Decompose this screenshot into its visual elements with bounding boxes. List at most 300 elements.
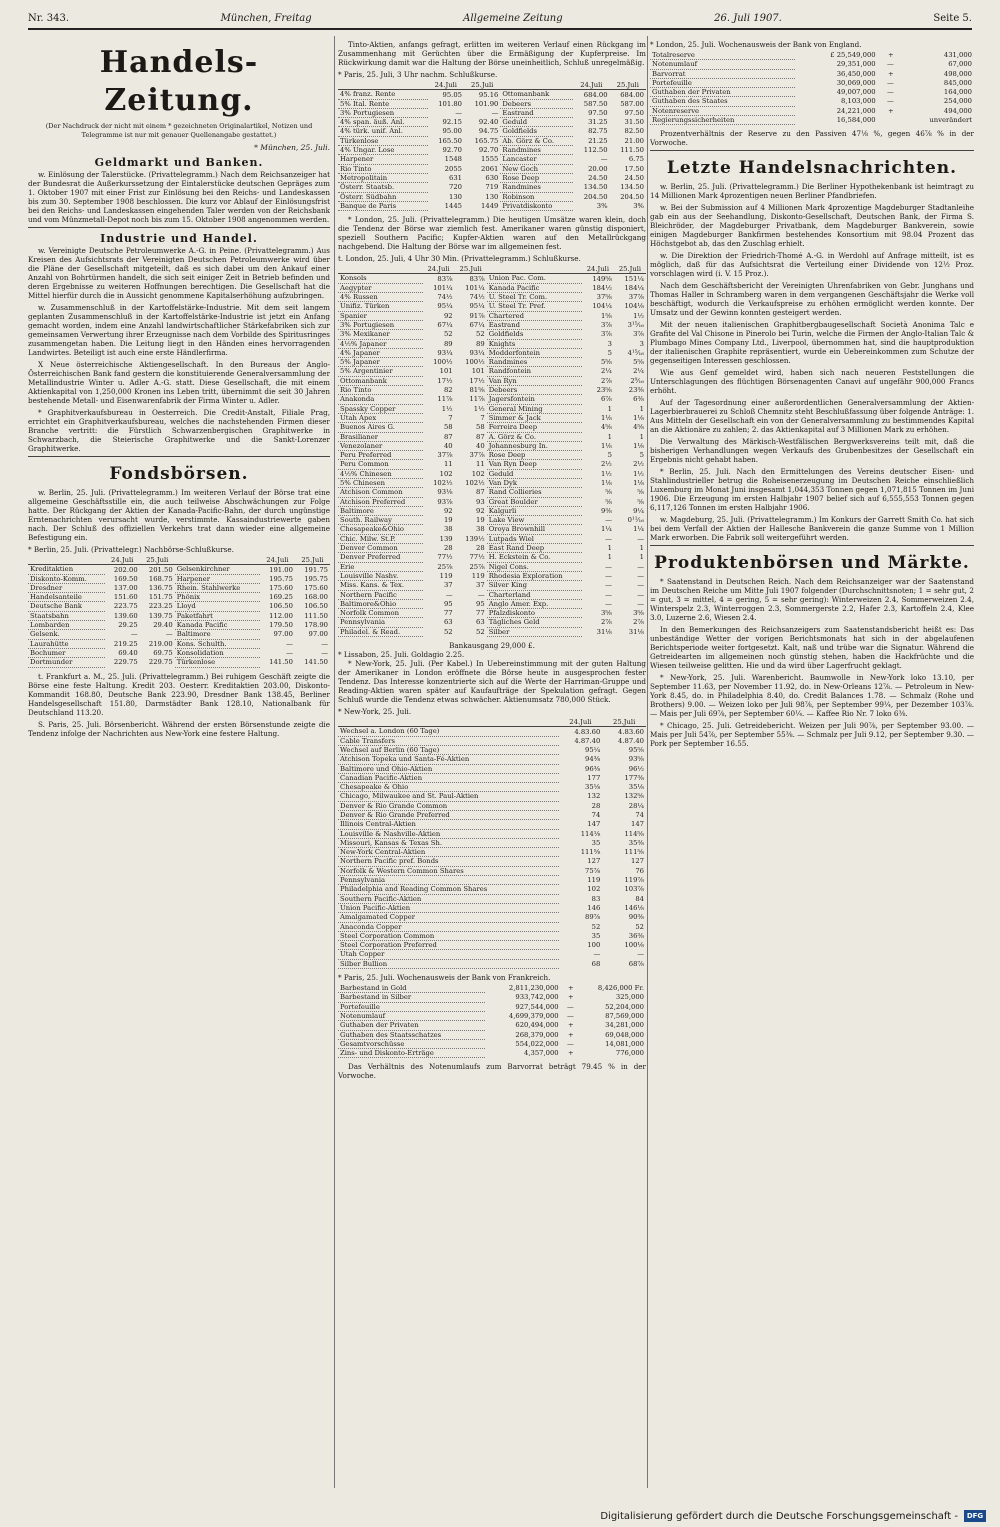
table-row: [338, 941, 646, 950]
table-row: [338, 488, 646, 497]
article-paragraph: In den Bemerkungen des Reichsanzeigers zum Saatenstandsbericht heißt es: Das unbeständige Wetter der vorigen Berichtsmonats hat sich in der abgelaufenen Berichtsperiode weiter fortgesetzt. Kalt, naß und trübe war die Signatur. Während die Getreidearten im allgemeinen noch günstig stehen, haben die Hackfrüchte und die Wiesen teilweise gelitten. Hie und da wird über Lagerfrucht geklagt.: [650, 625, 974, 671]
table-cell: —: [321, 639, 328, 648]
table-row: [338, 376, 646, 385]
table-cell: Denver & Rio Grande Preferred: [338, 811, 559, 820]
article-paragraph: * London, 25. Juli. (Privattelegramm.) Die heutigen Umsätze waren klein, doch die Tendenz der Börse war ziemlich fest. Amerikaner waren günstig disponiert, speziell Southern Pacific; Kupfer-Aktien waren auf den Metallrückgang nachgebend. Die Haltung der Börse war im allgemeinen fest.: [338, 215, 646, 252]
table-cell: 89: [443, 339, 453, 348]
table-row: [338, 1011, 646, 1020]
table-cell: Louisville & Nashville-Aktien: [338, 829, 559, 838]
table-cell: Bochumer: [28, 648, 105, 657]
table-cell: 102½: [433, 478, 453, 487]
table-cell: —: [130, 630, 138, 639]
table-cell: —: [605, 581, 612, 590]
column-header: 24.Juli: [260, 556, 295, 565]
header-date: 26. Juli 1907.: [714, 12, 782, 24]
table-cell: 4.87.40: [618, 736, 644, 745]
table-cell: Harpener: [175, 574, 260, 583]
table-cell: 67,000: [948, 60, 972, 69]
table-cell: 28: [591, 801, 601, 810]
table-cell: 4¹⁵⁄₁₆: [627, 348, 644, 357]
table-cell: Laurahütte: [28, 639, 105, 648]
table-cell: 254,000: [943, 97, 972, 106]
table-cell: 4.83.60: [618, 727, 644, 736]
table-cell: 92: [443, 506, 453, 515]
table-row: [338, 811, 646, 820]
table-cell: 1⅛: [600, 441, 612, 450]
table-row: [28, 583, 330, 592]
table-cell: 147: [631, 820, 644, 829]
table-row: [338, 506, 646, 515]
table-row: [650, 88, 974, 97]
table-row: [28, 593, 330, 602]
table-row: [338, 146, 646, 155]
table-cell: 7: [448, 413, 453, 422]
table-cell: Österr. Staatsb.: [338, 183, 428, 192]
table-cell: +: [888, 69, 894, 78]
table-cell: 1449: [481, 201, 499, 210]
table-cell: Chic. Milw. St.P.: [338, 534, 423, 543]
table-cell: Nigel Cons.: [487, 562, 582, 571]
paper-name: Allgemeine Zeitung: [463, 12, 563, 24]
table-cell: Harpener: [338, 155, 428, 164]
table-cell: Randfontein: [487, 367, 582, 376]
table-cell: Pennsylvania: [338, 618, 423, 627]
table-cell: ⅝: [605, 497, 612, 506]
table-cell: —: [491, 108, 499, 117]
table-cell: 36⅜: [628, 931, 644, 940]
table-cell: Steel Corporation Preferred: [338, 941, 559, 950]
table-cell: Gelsenk.: [28, 630, 105, 639]
table-cell: 151.60: [113, 593, 138, 602]
table-cell: 3⅝: [600, 609, 612, 618]
table-cell: +: [568, 993, 574, 1002]
table-cell: 100⅛: [624, 941, 644, 950]
table-row: [650, 97, 974, 106]
table-cell: 29.25: [118, 621, 138, 630]
table-cell: 106.50: [269, 602, 293, 611]
table-cell: Van Ryn Deep: [487, 460, 582, 469]
table-cell: Lancaster: [500, 155, 573, 164]
table-cell: Rhein. Stahlwerke: [175, 583, 260, 592]
table-cell: 151¼: [624, 274, 644, 283]
table-cell: —: [637, 562, 644, 571]
table-cell: 96½: [628, 764, 644, 773]
table-cell: 3¹⁵⁄₁₆: [627, 320, 644, 329]
table-cell: 139: [439, 534, 453, 543]
table-cell: 204.50: [620, 192, 644, 201]
table-cell: —: [165, 630, 173, 639]
table-cell: —: [566, 1002, 574, 1011]
table-cell: 4,357,000: [524, 1049, 559, 1058]
table-cell: 1½: [441, 404, 453, 413]
table-cell: Utah Apex: [338, 413, 423, 422]
table-cell: 63: [476, 618, 485, 627]
table-cell: 94⅜: [585, 755, 601, 764]
table-cell: 89⅞: [585, 913, 601, 922]
table-cell: 933,742,000: [515, 993, 559, 1002]
table-cell: Rio Tinto: [338, 386, 423, 395]
table-cell: 4.83.60: [574, 727, 601, 736]
table-cell: Baltimore: [175, 630, 260, 639]
table-cell: 139½: [465, 534, 485, 543]
table-row: [650, 78, 974, 87]
subsection-heading: Produktenbörsen und Märkte.: [654, 553, 970, 574]
table-row: [338, 736, 646, 745]
bank-outflow: Bankausgang 29,000 £.: [449, 641, 535, 651]
column-header: 24.Juli: [105, 556, 140, 565]
table-cell: 494,000: [943, 106, 972, 115]
table-cell: 114⅛: [580, 829, 601, 838]
table-cell: 179.50: [269, 621, 293, 630]
table-row: [338, 90, 646, 99]
table-row: [338, 423, 646, 432]
table-cell: 9¼: [633, 506, 644, 515]
table-cell: 19: [443, 516, 453, 525]
table-cell: Konsols: [338, 274, 423, 283]
table-cell: 202.00: [113, 565, 138, 574]
table-cell: 175.60: [269, 583, 293, 592]
table-row: [338, 848, 646, 857]
table-cell: Chesapeake&Ohio: [338, 525, 423, 534]
table-cell: East Rand Deep: [487, 544, 582, 553]
table-cell: 137.00: [113, 583, 138, 592]
table-cell: 139.60: [113, 611, 138, 620]
table-cell: Spassky Copper: [338, 404, 423, 413]
table-cell: 35⅜: [628, 838, 644, 847]
table-row: [338, 183, 646, 192]
table-cell: —: [286, 639, 293, 648]
table-cell: 4% Japaner: [338, 348, 423, 357]
table-row: [338, 201, 646, 210]
table-cell: 3%: [633, 201, 644, 210]
table-row: [338, 544, 646, 553]
table-cell: 52: [635, 922, 644, 931]
table-cell: Union Pac. Com.: [487, 274, 582, 283]
table-cell: 127: [631, 857, 644, 866]
table-cell: —: [455, 108, 462, 117]
table-cell: Canadian Pacific-Aktien: [338, 773, 559, 782]
table-row: [338, 627, 646, 636]
table-cell: 92.70: [442, 146, 462, 155]
table-cell: 587.50: [583, 99, 608, 108]
table-cell: 82: [443, 386, 453, 395]
table-row: [338, 136, 646, 145]
table-row: [338, 460, 646, 469]
table-cell: 87: [476, 488, 485, 497]
table-row: [338, 922, 646, 931]
bank-england-table: [650, 51, 974, 125]
table-cell: Debeers: [487, 386, 582, 395]
column-2: [338, 40, 646, 1485]
table-cell: 5% Japaner: [338, 358, 423, 367]
table-cell: 14,081,000: [605, 1039, 644, 1048]
table-cell: Norfolk Common: [338, 609, 423, 618]
table-cell: —: [605, 534, 612, 543]
table-row: [28, 639, 330, 648]
table-cell: —: [605, 562, 612, 571]
table-row: [338, 755, 646, 764]
table-caption: * Berlin, 25. Juli. (Privattelegr.) Nachbörse-Schlußkurse.: [28, 545, 234, 554]
table-cell: 17.50: [624, 164, 644, 173]
table-cell: 37⅝: [596, 293, 612, 302]
table-cell: Cable Transfers: [338, 736, 559, 745]
table-cell: 229.75: [148, 658, 173, 667]
table-cell: +: [568, 1021, 574, 1030]
table-cell: 1¼: [600, 525, 612, 534]
table-cell: 87,569,000: [605, 1011, 644, 1020]
table-cell: 1¼: [633, 525, 644, 534]
table-cell: Chesapeake & Ohio: [338, 783, 559, 792]
table-cell: 83⅞: [469, 274, 485, 283]
table-cell: 3⅞: [633, 330, 644, 339]
table-cell: —: [637, 571, 644, 580]
table-cell: 3: [607, 339, 612, 348]
header-city: München, Freitag: [220, 12, 312, 24]
table-cell: Ottomanbank: [338, 376, 423, 385]
table-row: [338, 783, 646, 792]
table-cell: Silber Bullion: [338, 959, 559, 968]
article-paragraph: Prozentverhältnis der Reserve zu den Passiven 47⅛ %, gegen 46⅞ % in der Vorwoche.: [650, 129, 974, 148]
table-cell: £ 25,549,000: [830, 51, 876, 60]
table-cell: 4% franz. Rente: [338, 90, 428, 99]
article-paragraph: w. Berlin, 25. Juli. (Privattelegramm.) Die Berliner Hypothekenbank ist heimtragt zu 14 Millionen Mark 4prozentigen neuen Berliner Pfandbriefen.: [650, 182, 974, 201]
table-cell: 1⅛: [633, 478, 644, 487]
table-cell: ⅝: [637, 488, 644, 497]
table-cell: Randmines: [500, 146, 573, 155]
table-row: [338, 478, 646, 487]
table-cell: Norfolk & Western Common Shares: [338, 866, 559, 875]
table-cell: 31⅛: [628, 627, 644, 636]
table-cell: 112.00: [269, 611, 293, 620]
table-cell: 81⅝: [469, 386, 485, 395]
table-cell: 4.87.40: [574, 736, 601, 745]
table-cell: 89: [476, 339, 485, 348]
table-cell: 49,007,000: [836, 88, 876, 97]
table-cell: 28: [476, 544, 485, 553]
table-cell: 37⅞: [628, 293, 644, 302]
table-cell: 2,811,230,000: [508, 984, 559, 993]
table-cell: 1: [639, 432, 644, 441]
table-row: [338, 553, 646, 562]
table-cell: 28: [443, 544, 453, 553]
table-cell: 101.90: [474, 99, 499, 108]
table-cell: Dresdner: [28, 583, 105, 592]
table-header-row: [338, 265, 646, 274]
article-paragraph: Auf der Tagesordnung einer außerordentlichen Generalversammlung der Aktien-Lagerbierbrauerei zu Schloß Chemnitz steht Beschlußfassung über folgende Anträge: 1. Aus Mitteln der Gesellschaft ein von der Generalversammlung zu bestimmendes Kapital an die Aktionäre zu zahlen; 2. das Aktienkapital auf 3 Millionen Mark zu erhöhen.: [650, 398, 974, 435]
table-cell: 21.00: [624, 136, 644, 145]
table-cell: —: [321, 648, 328, 657]
table-cell: Rose Deep: [487, 451, 582, 460]
article-paragraph: w. Einlösung der Talerstücke. (Privattelegramm.) Nach dem Reichsanzeiger hat der Bundesrat die Außerkurssetzung der Eintalerstücke deutschen Gepräges zum 1. Oktober 1907 mit einer Frist zur Einlösung bei den Reichs- und Landeskassen bis zum 30. September 1908 beschlossen. Die kurz vor Ablauf der Einlösungsfrist bei den Reichs- und Landeskassen eingehenden Taler werden von der Reichsbank und vom Münzmetall-Depot noch bis zum 15. Oktober 1908 angenommen werden.: [28, 170, 330, 224]
table-cell: 164,000: [943, 88, 972, 97]
table-cell: 1: [607, 432, 612, 441]
table-cell: 5: [607, 348, 612, 357]
table-cell: 11: [443, 460, 453, 469]
table-caption: t. London, 25. Juli, 4 Uhr 30 Min. (Privattelegramm.) Schlußkurse.: [338, 254, 581, 264]
table-cell: General Mining: [487, 404, 582, 413]
table-cell: Ottomanbank: [500, 90, 573, 99]
table-cell: 204.50: [583, 192, 608, 201]
column-header: 24.Juli: [573, 81, 609, 90]
table-cell: Notenreserve: [650, 106, 795, 115]
table-cell: Baltimore: [338, 506, 423, 515]
table-cell: Atchison Common: [338, 488, 423, 497]
table-cell: 2061: [481, 164, 499, 173]
table-cell: Philadel. & Read.: [338, 627, 423, 636]
table-cell: 35: [591, 838, 601, 847]
table-cell: 8,103,000: [841, 97, 876, 106]
table-cell: 2½: [633, 460, 644, 469]
table-cell: H. Eckstein & Co.: [487, 553, 582, 562]
table-cell: 38: [476, 525, 485, 534]
table-cell: 95.16: [478, 90, 499, 99]
table-cell: Brasilianer: [338, 432, 423, 441]
table-cell: Miss. Kans. & Tex.: [338, 581, 423, 590]
table-row: [338, 432, 646, 441]
table-row: [338, 931, 646, 940]
table-cell: 24.50: [624, 173, 644, 182]
table-cell: 52: [443, 627, 453, 636]
table-cell: 498,000: [943, 69, 972, 78]
table-cell: 2⁹⁄₁₆: [630, 376, 644, 385]
table-cell: 63: [443, 618, 453, 627]
table-cell: 24.50: [588, 173, 608, 182]
table-cell: Anaconda Copper: [338, 922, 559, 931]
table-row: [338, 127, 646, 136]
table-row: [338, 609, 646, 618]
reprint-note: (Der Nachdruck der nicht mit einem * gezeichneten Originalartikel, Notizen und Telegramme ist nur mit genauer Quellenangabe gestattet.): [45, 122, 313, 139]
table-cell: —: [286, 648, 293, 657]
column-divider: [334, 36, 335, 1488]
table-cell: 9⅜: [600, 506, 612, 515]
table-cell: —: [605, 516, 612, 525]
table-row: [338, 801, 646, 810]
table-cell: 69.40: [118, 648, 138, 657]
column-header: 25.Juli: [614, 265, 646, 274]
table-cell: 17½: [437, 376, 453, 385]
table-cell: Türkenlose: [338, 136, 428, 145]
table-cell: Jagersfontein: [487, 395, 582, 404]
table-body: [338, 984, 646, 1058]
table-cell: Kons. Schulth.: [175, 639, 260, 648]
table-row: [338, 894, 646, 903]
table-cell: Lloyd: [175, 602, 260, 611]
table-cell: Ferreira Deep: [487, 423, 582, 432]
table-cell: 68: [591, 959, 601, 968]
table-cell: 28¼: [628, 801, 644, 810]
table-cell: 93: [476, 497, 485, 506]
table-cell: 146: [587, 903, 601, 912]
table-row: [338, 348, 646, 357]
table-cell: Totalreserve: [650, 51, 795, 60]
table-cell: —: [637, 581, 644, 590]
article-paragraph: Die Verwaltung des Märkisch-Westfälischen Bergwerksvereins teilt mit, daß die bisherigen Verhandlungen wegen Verkaufs des Grubenbesitzes der Gesellschaft ein Ergebnis nicht gehabt haben.: [650, 437, 974, 465]
table-caption: * New-York, 25. Juli.: [338, 707, 412, 717]
table-cell: U. Steel Tr. Pref.: [487, 302, 582, 311]
table-cell: 1: [607, 404, 612, 413]
funding-note: Digitalisierung gefördert durch die Deutsche Forschungsgemeinschaft -: [600, 1510, 958, 1522]
table-cell: 37: [476, 581, 485, 590]
table-cell: 92: [443, 311, 453, 320]
table-cell: 35⅛: [628, 783, 644, 792]
table-cell: Modderfontein: [487, 348, 582, 357]
table-cell: Tägliches Geld: [487, 618, 582, 627]
table-cell: 165.75: [474, 136, 499, 145]
table-row: [338, 913, 646, 922]
table-cell: 104⅛: [624, 302, 644, 311]
table-row: [338, 367, 646, 376]
table-cell: 3⅞: [600, 320, 612, 329]
table-cell: Diskonto-Komm.: [28, 574, 105, 583]
table-cell: 2055: [444, 164, 462, 173]
table-cell: —: [637, 534, 644, 543]
table-cell: New Goch: [500, 164, 573, 173]
table-cell: 6⅜: [633, 395, 644, 404]
table-cell: —: [886, 97, 894, 106]
table-cell: Lutpads Wiel: [487, 534, 582, 543]
table-cell: 95.00: [442, 127, 462, 136]
table-cell: 100½: [433, 358, 453, 367]
table-cell: 684.00: [583, 90, 608, 99]
table-cell: Barbestand in Gold: [338, 984, 485, 993]
table-row: [338, 395, 646, 404]
table-cell: 201.50: [148, 565, 173, 574]
table-cell: 177: [587, 773, 601, 782]
table-cell: 40: [443, 441, 453, 450]
table-cell: 168.75: [148, 574, 173, 583]
table-row: [338, 792, 646, 801]
article-paragraph: * New-York, 25. Juli. Warenbericht. Baumwolle in New-York loko 13.10, per September 11.63, per November 11.92, do. in New-Orleans 12⅞. — Petroleum in New-York 8.45, do. in Philadelphia 8.40, do. Credit Balances 1.78. — Schmalz (Rohe und Brothers) 9.00. — Weizen loko per Juli 98⅞, per September 99¼, per Dezember 103⅞. — Mais per Juli 69⅞, per September 60¼. — Kaffee Rio Nr. 7 loko 6⅜.: [650, 673, 974, 719]
table-body: [338, 274, 646, 637]
table-cell: 136.75: [148, 583, 173, 592]
table-cell: Silver King: [487, 581, 582, 590]
table-cell: 67¼: [437, 320, 453, 329]
table-row: [338, 903, 646, 912]
table-row: [650, 106, 974, 115]
table-row: [338, 599, 646, 608]
table-cell: —: [600, 155, 608, 164]
table-cell: Wechsel a. London (60 Tage): [338, 727, 559, 736]
table-cell: Denver Preferred: [338, 553, 423, 562]
table-row: [338, 764, 646, 773]
table-cell: 84: [635, 894, 644, 903]
table-cell: 195.75: [304, 574, 328, 583]
table-cell: 119: [587, 876, 601, 885]
table-cell: Oroya Brownhill: [487, 525, 582, 534]
article-paragraph: w. Vereinigte Deutsche Petroleumwerke A.-G. in Peine. (Privattelegramm.) Aus Kreisen des Aufsichtsrats der Vereinigten Deutschen Petroleumwerke wird über die Pläne der Gesellschaft mitgeteilt, daß es sich dabei um den Ankauf einer Anzahl von Bohrtürmen handelt, die sich seit einiger Zeit in Betrieb befinden und deren Ergebnisse zu weiteren Hoffnungen berechtigen. Die Gesellschaft hat die Mittel hierfür durch die in Aussicht genommene Kapitalserhöhung aufzubringen.: [28, 246, 330, 300]
table-cell: Wechsel auf Berlin (60 Tage): [338, 745, 559, 754]
table-cell: Banque de Paris: [338, 201, 428, 210]
table-cell: 58: [476, 423, 485, 432]
table-cell: Venezolaner: [338, 441, 423, 450]
table-cell: 719: [485, 183, 499, 192]
table-cell: —: [637, 599, 644, 608]
table-row: [28, 611, 330, 620]
table-cell: +: [568, 1030, 574, 1039]
table-row: [338, 118, 646, 127]
table-cell: 168.00: [304, 593, 328, 602]
table-cell: 82.50: [624, 127, 644, 136]
table-cell: 151.75: [148, 593, 173, 602]
table-cell: Northern Pacific: [338, 590, 423, 599]
table-cell: 1548: [444, 155, 462, 164]
dateline: * München, 25. Juli.: [254, 143, 330, 152]
table-cell: 23⅝: [596, 386, 612, 395]
table-cell: 720: [449, 183, 462, 192]
table-cell: Kanada Pacific: [175, 621, 260, 630]
table-cell: Eastrand: [487, 320, 582, 329]
section-title: Handels-Zeitung.: [99, 45, 259, 118]
